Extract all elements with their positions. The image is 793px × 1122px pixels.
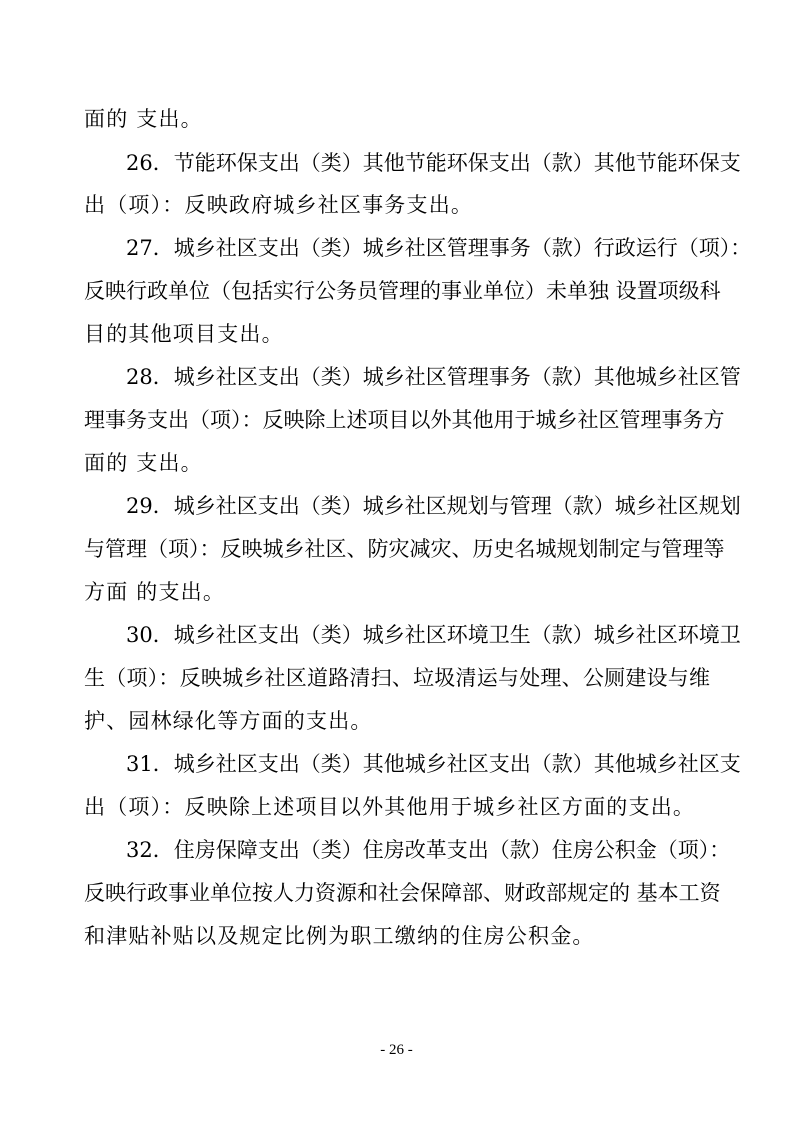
item-28-line-2: 理事务支出（项）：反映除上述项目以外其他用于城乡社区管理事务方: [84, 408, 725, 432]
item-31-line-1: 31．城乡社区支出（类）其他城乡社区支出（款）其他城乡社区支: [126, 752, 741, 776]
text-line-1: 面的 支出。: [84, 107, 203, 131]
item-26-line-2: 出（项）：反映政府城乡社区事务支出。: [84, 193, 474, 217]
item-28-line-1: 28．城乡社区支出（类）城乡社区管理事务（款）其他城乡社区管: [126, 365, 741, 389]
item-28-line-3: 面的 支出。: [84, 451, 203, 475]
item-32-line-2: 反映行政事业单位按人力资源和社会保障部、财政部规定的 基本工资: [84, 881, 721, 905]
item-30-line-1: 30．城乡社区支出（类）城乡社区环境卫生（款）城乡社区环境卫: [126, 623, 741, 647]
item-31-line-2: 出（项）：反映除上述项目以外其他用于城乡社区方面的支出。: [84, 795, 696, 819]
item-29-line-3: 方面 的支出。: [84, 580, 226, 604]
item-29-line-1: 29．城乡社区支出（类）城乡社区规划与管理（款）城乡社区规划: [126, 494, 741, 518]
item-30-line-3: 护、园林绿化等方面的支出。: [84, 709, 373, 733]
page-number: - 26 -: [380, 1042, 413, 1058]
item-27-line-2: 反映行政单位（包括实行公务员管理的事业单位）未单独 设置项级科: [84, 279, 721, 303]
item-30-line-2: 生（项）：反映城乡社区道路清扫、垃圾清运与处理、公厕建设与维: [84, 666, 710, 690]
item-32-line-1: 32．住房保障支出（类）住房改革支出（款）住房公积金（项）：: [126, 838, 731, 862]
item-27-line-1: 27．城乡社区支出（类）城乡社区管理事务（款）行政运行（项）：: [126, 236, 752, 260]
item-32-line-3: 和津贴补贴以及规定比例为职工缴纳的住房公积金。: [84, 924, 595, 948]
item-29-line-2: 与管理（项）：反映城乡社区、防灾减灾、历史名城规划制定与管理等: [84, 537, 725, 561]
item-27-line-3: 目的其他项目支出。: [84, 322, 284, 346]
item-26-line-1: 26．节能环保支出（类）其他节能环保支出（款）其他节能环保支: [126, 151, 741, 175]
